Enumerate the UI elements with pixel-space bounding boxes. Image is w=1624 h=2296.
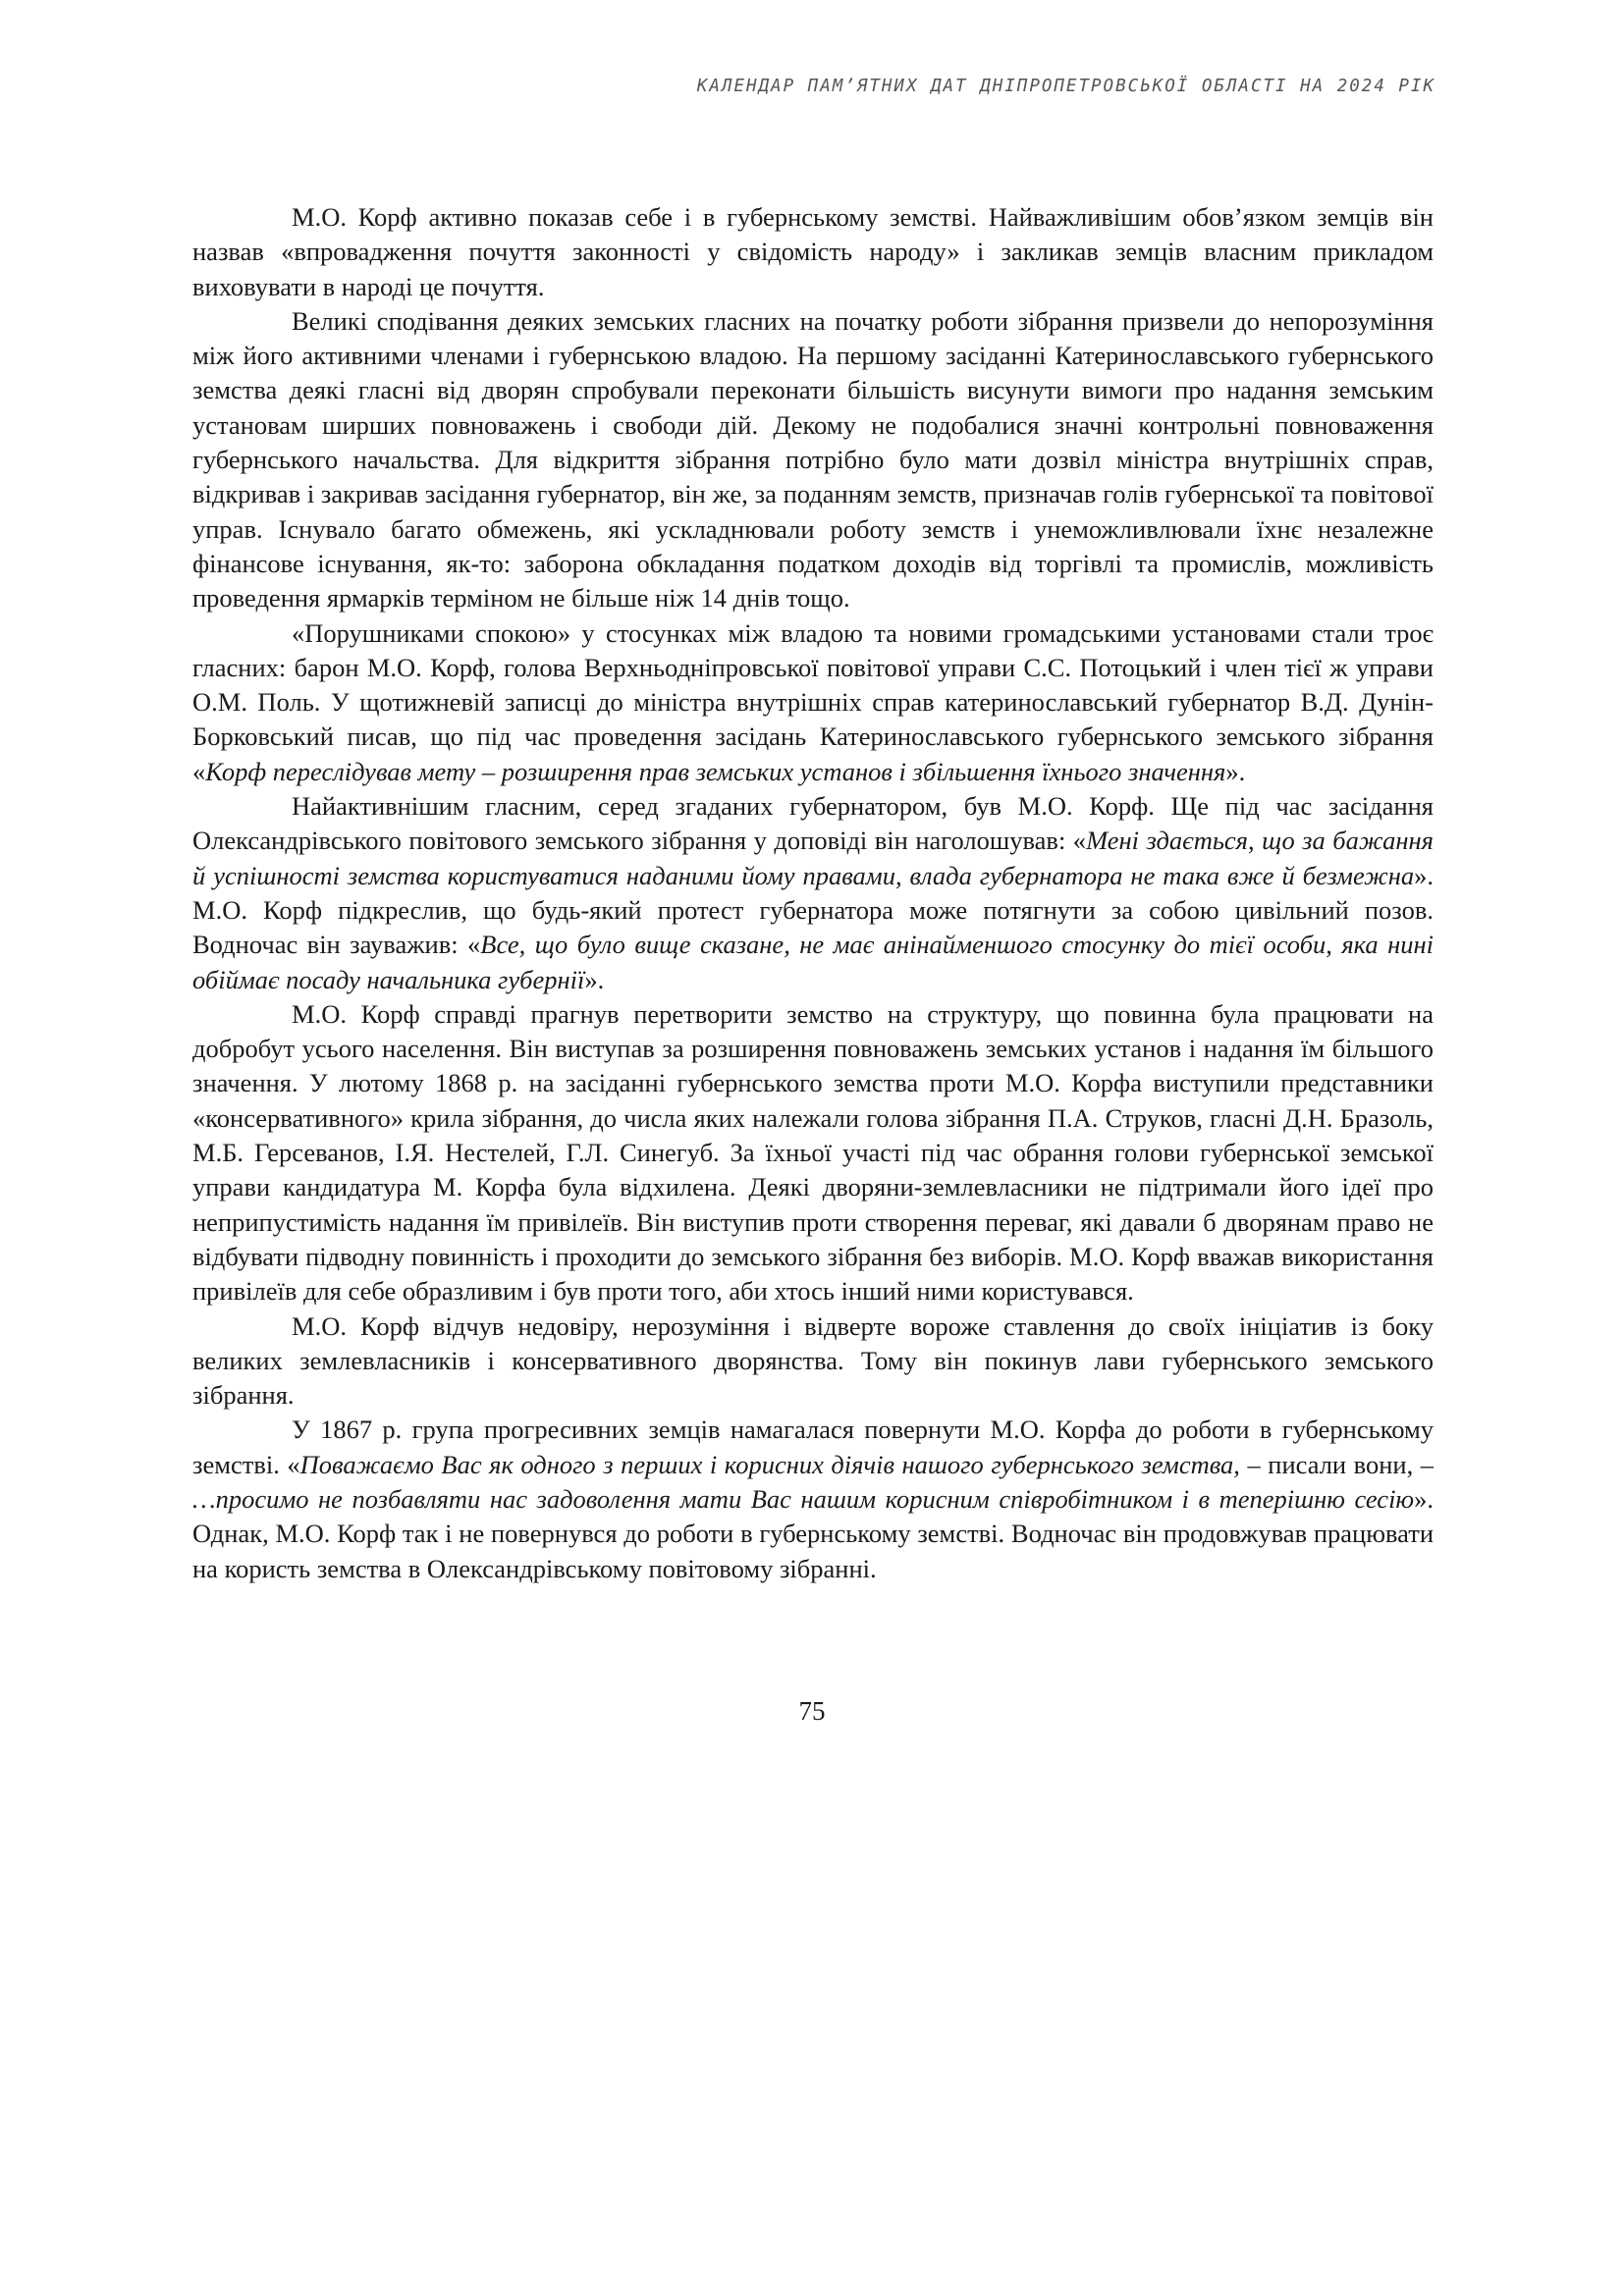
quote-italic: Мені здається, що за бажання й успішності земства користуватися наданими йому правами, влада губернатора не така вже й безмежна [192, 826, 1435, 890]
paragraph [192, 1309, 1434, 1414]
paragraph [192, 304, 1434, 616]
quote-italic: Корф переслідував мету – розширення прав земських установ і збільшення їхнього значення [205, 756, 1226, 786]
quote-italic: …просимо не позбавляти нас задоволення мати Вас нашим корисним співробітником і в теперішню сесію [192, 1483, 1415, 1514]
paragraph-text: ». М.О. Корф підкреслив, що будь-який протест губернатора може потягнути за собою цивільний позов. Водночас він зауважив: « [192, 860, 1434, 960]
paragraph [192, 200, 1434, 304]
running-header: КАЛЕНДАР ПАМ’ЯТНИХ ДАТ ДНІПРОПЕТРОВСЬКОЇ ОБЛАСТІ НА 2024 РІК [696, 77, 1435, 96]
quote-italic: Поважаємо Вас як одного з перших і корисних діячів нашого губернського земства, [299, 1449, 1240, 1479]
paragraph-text: «Порушниками спокою» у стосунках між владою та новими громадськими установами стали троє гласних: барон М.О. Корф, голова Верхньодніпровської повітової управи С.С. Потоцький і член тієї ж управи О.М. Поль. У щотижневій записці до міністра внутрішніх справ катеринославський губернатор В.Д. Дунін-Борковський писав, що під час проведення засідань Катеринославського губернського земського зібрання « [192, 617, 1434, 786]
paragraph [192, 997, 1434, 1309]
paragraph-text: ». [584, 964, 605, 994]
paragraph [192, 1413, 1434, 1585]
article-body [192, 200, 1434, 1586]
paragraph-text: М.О. Корф активно показав себе і в губернському земстві. Найважливішим обов’язком земців він назвав «впровадження почуття законності у свідомість народу» і закликав земців власним прикладом виховувати в народі це почуття. [192, 202, 1434, 301]
paragraph-text: ». Однак, М.О. Корф так і не повернувся до роботи в губернському земстві. Водночас він продовжував працювати на користь земства в Олександрівському повітовому зібранні. [192, 1483, 1434, 1583]
quote-italic: Все, що було вище сказане, не має анінайменшого стосунку до тієї особи, яка нині обіймає посаду начальника губернії [192, 930, 1434, 994]
paragraph-text: М.О. Корф відчув недовіру, нерозуміння і відверте вороже ставлення до своїх ініціатив із боку великих землевласників і консервативного дворянства. Тому він покинув лави губернського земського зібрання. [192, 1310, 1434, 1411]
paragraph [192, 789, 1434, 997]
paragraph-text: М.О. Корф справді прагнув перетворити земство на структуру, що повинна була працювати на добробут усього населення. Він виступав за розширення повноважень земських установ і надання їм більшого значення. У лютому 1868 р. на засіданні губернського земства проти М.О. Корфа виступили представники «консервативного» крила зібрання, до числа яких належали голова зібрання П.А. Струков, гласні Д.Н. Бразоль, М.Б. Герсеванов, І.Я. Нестелей, Г.Л. Синегуб. За їхньої участі під час обрання голови губернської земської управи кандидатура М. Корфа була відхилена. Деякі дворяни-землевласники не підтримали його ідеї про неприпустимість надання їм привілеїв. Він виступив проти створення переваг, які давали б дворянам право не відбувати підводну повинність і проходити до земського зібрання без виборів. М.О. Корф вважав використання привілеїв для себе образливим і був проти того, аби хтось інший ними користувався. [192, 998, 1434, 1307]
paragraph [192, 616, 1434, 789]
paragraph-text: – писали вони, – [1239, 1449, 1435, 1479]
paragraph-text: У 1867 р. група прогресивних земців намагалася повернути М.О. Корфа до роботи в губернському земстві. « [192, 1415, 1434, 1479]
paragraph-text: Найактивнішим гласним, серед згаданих губернатором, був М.О. Корф. Ще під час засідання Олександрівського повітового земського зібрання у доповіді він наголошував: « [192, 791, 1434, 856]
page-number: 75 [798, 1696, 826, 1726]
paragraph-text: ». [1225, 756, 1246, 786]
paragraph-text: Великі сподівання деяких земських гласних на початку роботи зібрання призвели до непорозуміння між його активними членами і губернською владою. На першому засіданні Катеринославського губернського земства деякі гласні від дворян спробували переконати більшість висунути вимоги про надання земським установам ширших повноважень і свободи дій. Декому не подобалися значні контрольні повноваження губернського начальства. Для відкриття зібрання потрібно було мати дозвіл міністра внутрішніх справ, відкривав і закривав засідання губернатор, він же, за поданням земств, призначав голів губернської та повітової управ. Існувало багато обмежень, які ускладнювали роботу земств і унеможливлювали їхнє незалежне фінансове існування, як-то: заборона обкладання податком доходів від торгівлі та промислів, можливість проведення ярмарків терміном не більше ніж 14 днів тощо. [192, 305, 1434, 614]
